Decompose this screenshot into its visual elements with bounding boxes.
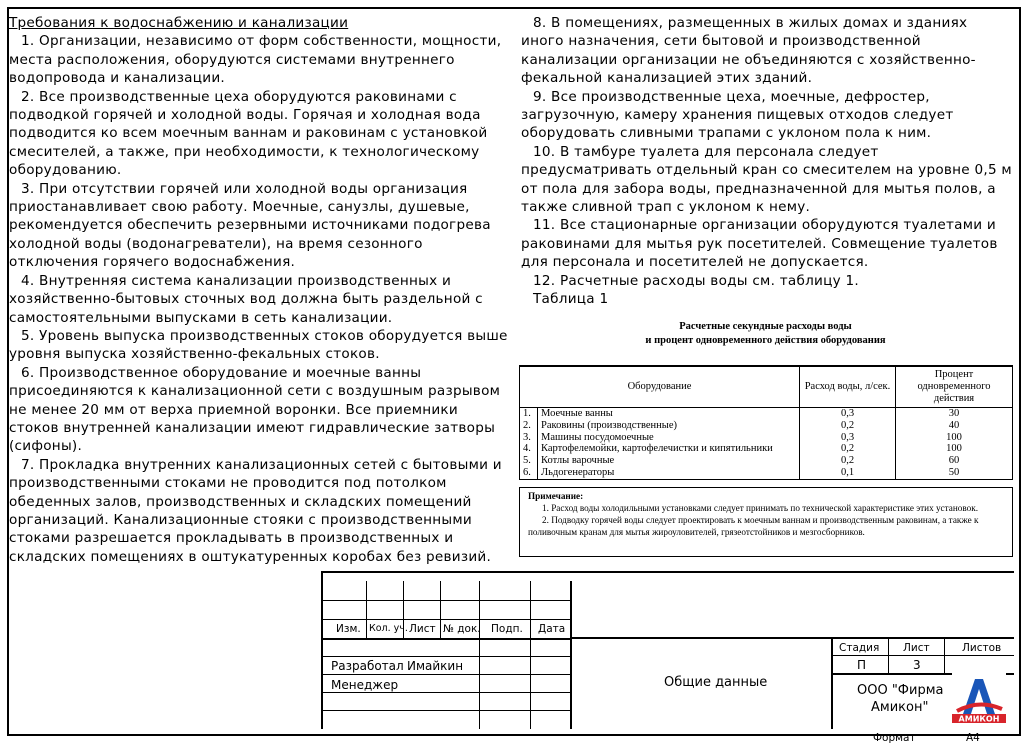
table-row bbox=[520, 408, 1013, 420]
flow-rate: 0,1 bbox=[800, 467, 896, 479]
percent: 60 bbox=[896, 455, 1013, 467]
paragraph: 3. При отсутствии горячей или холодной воды организация приостанавливает свою работу. Моечные, санузлы, душевые, рекомендуется обеспечить резервными источниками подогрева холодной воды (водонагреватели), на время сезонного отключения горячего водоснабжения. bbox=[9, 180, 491, 271]
table-row bbox=[520, 420, 1013, 432]
stamp-col-data: Дата bbox=[538, 623, 566, 635]
row-number: 5. bbox=[520, 455, 538, 467]
equipment-name: Картофелемойки, картофелечистки и кипятильники bbox=[538, 443, 800, 455]
stamp-line bbox=[323, 674, 571, 675]
amikon-logo-icon bbox=[952, 673, 1006, 723]
stamp-stage-value: П bbox=[857, 658, 867, 672]
header-percent: Процент одновременного действия bbox=[896, 366, 1013, 408]
table-row bbox=[520, 443, 1013, 455]
company-logo bbox=[952, 673, 1006, 723]
table-row bbox=[520, 455, 1013, 467]
header-flow-rate: Расход воды, л/сек. bbox=[800, 366, 896, 408]
paragraph: 8. В помещениях, размещенных в жилых домах и зданиях иного назначения, сети бытовой и производственной канализации организации не объединяются с хозяйственно-фекальной канализацией этих зданий. bbox=[521, 15, 976, 87]
stamp-line bbox=[323, 692, 571, 693]
water-flow-table bbox=[519, 365, 1013, 480]
water-flow-table-figure bbox=[518, 320, 1013, 537]
stamp-line bbox=[323, 656, 571, 657]
stamp-line bbox=[530, 581, 531, 729]
equipment-name: Льдогенераторы bbox=[538, 467, 800, 479]
stamp-col-list: Лист bbox=[409, 623, 436, 635]
row-number: 6. bbox=[520, 467, 538, 479]
stamp-format-value: А4 bbox=[966, 732, 980, 744]
stamp-razrabotal-label: Разработал bbox=[331, 659, 404, 673]
stamp-line bbox=[366, 581, 367, 639]
stamp-line bbox=[323, 619, 571, 620]
stamp-col-podp: Подп. bbox=[491, 623, 523, 635]
stamp-line bbox=[323, 710, 571, 711]
paragraph: 12. Расчетные расходы воды см. таблицу 1. bbox=[533, 272, 859, 289]
paragraph: 2. Все производственные цеха оборудуются раковинами с подводкой горячей и холодной воды. Горячая и холодная вода подводится ко всем моечным ваннам и раковинам с установкой смесителей, а также, при необходимости, к технологическому оборудованию. bbox=[9, 88, 488, 179]
table-row bbox=[520, 467, 1013, 479]
header-equipment: Оборудование bbox=[520, 366, 800, 408]
paragraph: 7. Прокладка внутренних канализационных сетей с бытовыми и производственными стоками не проводится под потолком обеденных залов, производственных и складских помещений организаций. Канализационные стояки с производственными стоками разрешается прокладывать в производственных и складских помещениях в оштукатуренных коробах без ревизий. bbox=[9, 456, 502, 565]
stamp-org-line2: Амикон" bbox=[871, 700, 929, 715]
percent: 100 bbox=[896, 432, 1013, 444]
stamp-line bbox=[570, 581, 572, 729]
text-column-left bbox=[9, 14, 509, 566]
percent: 100 bbox=[896, 443, 1013, 455]
notes-title: Примечание: bbox=[528, 491, 584, 501]
note-item: 2. Подводку горячей воды следует проектировать к моечным ваннам и производственным раковинам, а также к поливочным кранам для мытья жироуловителей, грязеотстойников и мезгосборников. bbox=[528, 515, 979, 537]
table-notes bbox=[519, 487, 1013, 557]
stamp-sheets-label: Листов bbox=[962, 642, 1002, 654]
stamp-line bbox=[571, 637, 1014, 639]
equipment-name: Моечные ванны bbox=[538, 408, 800, 420]
percent: 30 bbox=[896, 408, 1013, 420]
stamp-line bbox=[831, 637, 833, 729]
stamp-line bbox=[944, 639, 945, 674]
stamp-format-label: Формат bbox=[873, 732, 916, 744]
logo-text: АМИКОН bbox=[958, 714, 1000, 723]
equipment-name: Раковины (производственные) bbox=[538, 420, 800, 432]
flow-rate: 0,3 bbox=[800, 408, 896, 420]
stamp-col-izm: Изм. bbox=[336, 623, 361, 635]
stamp-col-kol: Кол. уч. bbox=[369, 623, 408, 634]
paragraph: 5. Уровень выпуска производственных стоков оборудуется выше уровня выпуска хозяйственно-фекальных стоков. bbox=[9, 327, 508, 363]
table-header-row bbox=[520, 366, 1013, 408]
stamp-col-ndok: № док. bbox=[443, 623, 481, 635]
flow-rate: 0,2 bbox=[800, 455, 896, 467]
stamp-stage-label: Стадия bbox=[839, 642, 880, 654]
table-label: Таблица 1 bbox=[533, 291, 609, 308]
paragraph: 6. Производственное оборудование и моечные ванны присоединяются к канализационной сети с воздушным разрывом не менее 20 мм от верха приемной воронки. Все приемники стоков внутренней канализации имеют гидравлические затворы (сифоны). bbox=[9, 364, 501, 455]
stamp-line bbox=[323, 600, 571, 601]
paragraph: 9. Все производственные цеха, моечные, дефростер, загрузочную, камеру хранения пищевых отходов следует оборудовать сливными трапами с уклоном пола к ним. bbox=[521, 88, 954, 142]
stamp-sheet-value: 3 bbox=[913, 658, 921, 672]
stamp-line bbox=[831, 655, 1014, 656]
table-caption-line2: и процент одновременного действия оборудования bbox=[645, 335, 886, 346]
row-number: 2. bbox=[520, 420, 538, 432]
note-item: 1. Расход воды холодильными установками следует принимать по технической характеристике этих установок. bbox=[542, 503, 978, 513]
stamp-manager-label: Менеджер bbox=[331, 678, 399, 692]
flow-rate: 0,2 bbox=[800, 420, 896, 432]
equipment-name: Котлы варочные bbox=[538, 455, 800, 467]
paragraph: 11. Все стационарные организации оборудуются туалетами и раковинами для мытья рук посетителей. Совмещение туалетов для персонала и посетителей не допускается. bbox=[521, 217, 998, 271]
stamp-line bbox=[479, 581, 480, 729]
row-number: 4. bbox=[520, 443, 538, 455]
stamp-line bbox=[323, 638, 571, 640]
flow-rate: 0,2 bbox=[800, 443, 896, 455]
paragraph: 1. Организации, независимо от форм собственности, мощности, места расположения, оборудуются системами внутреннего водопровода и канализации. bbox=[9, 33, 502, 87]
percent: 40 bbox=[896, 420, 1013, 432]
equipment-name: Машины посудомоечные bbox=[538, 432, 800, 444]
section-heading: Требования к водоснабжению и канализации bbox=[9, 15, 349, 31]
stamp-sheet-label: Лист bbox=[903, 642, 930, 654]
percent: 50 bbox=[896, 467, 1013, 479]
paragraph: 10. В тамбуре туалета для персонала следует предусматривать отдельный кран со смесителем на уровне 0,5 м от пола для забора воды, предназначенной для мытья полов, а также сливной трап с уклоном к нему. bbox=[521, 143, 1012, 216]
row-number: 3. bbox=[520, 432, 538, 444]
text-column-right bbox=[521, 14, 1013, 309]
paragraph: 4. Внутренняя система канализации производственных и хозяйственно-бытовых сточных вод должна быть раздельной с самостоятельными выпусками в сеть канализации. bbox=[9, 272, 483, 326]
stamp-razrabotal-name: Имайкин bbox=[407, 659, 464, 673]
stamp-title: Общие данные bbox=[664, 675, 768, 690]
table-row bbox=[520, 432, 1013, 444]
table-caption-line1: Расчетные секундные расходы воды bbox=[679, 321, 852, 332]
flow-rate: 0,3 bbox=[800, 432, 896, 444]
stamp-line bbox=[440, 581, 441, 639]
row-number: 1. bbox=[520, 408, 538, 420]
stamp-line bbox=[888, 639, 889, 674]
stamp-org-line1: ООО "Фирма bbox=[857, 683, 944, 698]
